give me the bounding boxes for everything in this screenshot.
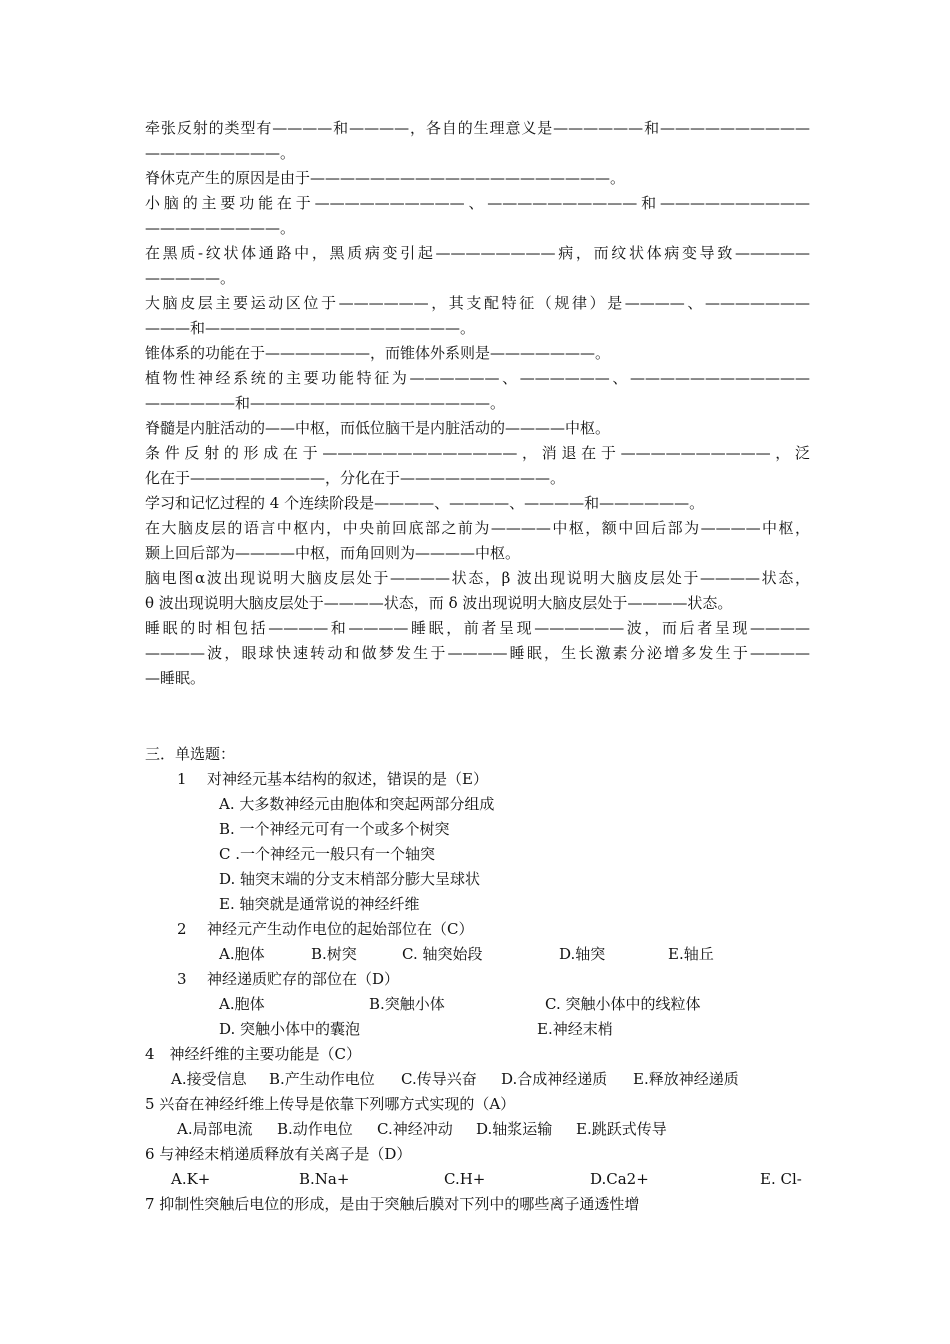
blank-line-6: 在黑质-纹状体通路中，黑质病变引起————————病，而纹状体病变导致————— — [145, 244, 810, 262]
q3-option-a: A.胞体 — [219, 995, 265, 1013]
blank-line-3: 脊休克产生的原因是由于————————————————————。 — [145, 169, 626, 187]
blank-line-12: ——————和————————————————。 — [145, 394, 506, 412]
blank-line-16: 学习和记忆过程的 4 个连续阶段是————、————、————和——————。 — [145, 494, 705, 512]
blank-line-15: 化在于—————————，分化在于——————————。 — [145, 469, 566, 487]
q5-option-c: C.神经冲动 — [377, 1120, 453, 1138]
q1-option-a: A. 大多数神经元由胞体和突起两部分组成 — [219, 795, 495, 813]
blank-line-7: —————。 — [145, 269, 236, 287]
question-number: 2 — [177, 920, 187, 938]
q5-option-e: E.跳跃式传导 — [576, 1120, 667, 1138]
blank-line-19: 脑电图α波出现说明大脑皮层处于————状态，β 波出现说明大脑皮层处于————状态， — [145, 569, 810, 587]
question-text: 对神经元基本结构的叙述，错误的是（E） — [207, 770, 488, 788]
blank-line-21: 睡眠的时相包括————和————睡眠，前者呈现——————波，而后者呈现———— — [145, 619, 810, 637]
q2-option-b: B.树突 — [311, 945, 357, 963]
question-text: 神经元产生动作电位的起始部位在（C） — [207, 920, 474, 938]
question-1 — [177, 767, 488, 792]
q3-option-b: B.突触小体 — [369, 995, 445, 1013]
q5-option-d: D.轴浆运输 — [476, 1120, 553, 1138]
blank-line-1: 牵张反射的类型有————和————，各自的生理意义是——————和—————————— — [145, 119, 810, 137]
question-5: 5 兴奋在神经纤维上传导是依靠下列哪方式实现的（A） — [145, 1095, 516, 1113]
blank-line-23: —睡眠。 — [145, 669, 206, 687]
q6-option-d: D.Ca2+ — [590, 1170, 649, 1188]
question-2 — [177, 917, 473, 942]
blank-line-17: 在大脑皮层的语言中枢内，中央前回底部之前为————中枢，额中回后部为————中枢， — [145, 519, 810, 537]
question-number: 3 — [177, 970, 187, 988]
q6-option-b: B.Na+ — [299, 1170, 350, 1188]
blank-line-13: 脊髓是内脏活动的——中枢，而低位脑干是内脏活动的————中枢。 — [145, 419, 611, 437]
question-3 — [177, 967, 399, 992]
blank-line-22: ————波，眼球快速转动和做梦发生于————睡眠，生长激素分泌增多发生于———— — [145, 644, 810, 662]
question-text: 神经递质贮存的部位在（D） — [207, 970, 400, 988]
q2-option-e: E.轴丘 — [668, 945, 714, 963]
blank-line-20: θ 波出现说明大脑皮层处于————状态，而 δ 波出现说明大脑皮层处于————状态。 — [145, 594, 733, 612]
q2-option-a: A.胞体 — [219, 945, 265, 963]
q2-option-c: C. 轴突始段 — [402, 945, 483, 963]
q6-option-a: A.K+ — [171, 1170, 211, 1188]
q1-option-b: B. 一个神经元可有一个或多个树突 — [219, 820, 450, 838]
q4-option-a: A.接受信息 — [171, 1070, 247, 1088]
q4-option-d: D.合成神经递质 — [501, 1070, 608, 1088]
q4-option-e: E.释放神经递质 — [633, 1070, 739, 1088]
q6-option-c: C.H+ — [444, 1170, 486, 1188]
q6-option-e: E. Cl- — [760, 1170, 802, 1188]
q3-option-e: E.神经末梢 — [537, 1020, 613, 1038]
blank-line-18: 颞上回后部为————中枢，而角回则为————中枢。 — [145, 544, 521, 562]
blank-line-4: 小脑的主要功能在于——————————、——————————和—————————— — [145, 194, 810, 212]
q4-option-c: C.传导兴奋 — [401, 1070, 477, 1088]
question-number: 1 — [177, 770, 187, 788]
q1-option-d: D. 轴突末端的分支末梢部分膨大呈球状 — [219, 870, 481, 888]
q5-option-a: A.局部电流 — [177, 1120, 253, 1138]
blank-line-2: —————————。 — [145, 144, 296, 162]
blank-line-14: 条件反射的形成在于—————————————，消退在于——————————，泛 — [145, 444, 810, 462]
blank-line-9: ———和—————————————————。 — [145, 319, 476, 337]
question-6: 6 与神经末梢递质释放有关离子是（D） — [145, 1145, 412, 1163]
q3-option-d: D. 突触小体中的囊泡 — [219, 1020, 361, 1038]
q3-option-c: C. 突触小体中的线粒体 — [545, 995, 701, 1013]
q5-option-b: B.动作电位 — [277, 1120, 353, 1138]
q1-option-e: E. 轴突就是通常说的神经纤维 — [219, 895, 420, 913]
q4-option-b: B.产生动作电位 — [269, 1070, 375, 1088]
blank-line-5: —————————。 — [145, 219, 296, 237]
blank-line-10: 锥体系的功能在于———————，而锥体外系则是———————。 — [145, 344, 611, 362]
blank-line-11: 植物性神经系统的主要功能特征为——————、——————、———————————— — [145, 369, 810, 387]
question-7: 7 抑制性突触后电位的形成，是由于突触后膜对下列中的哪些离子通透性增 — [145, 1195, 640, 1213]
q1-option-c: C .一个神经元一般只有一个轴突 — [219, 845, 436, 863]
section-title: 三．单选题： — [145, 745, 236, 763]
blank-line-8: 大脑皮层主要运动区位于——————，其支配特征（规律）是————、——————— — [145, 294, 810, 312]
q2-option-d: D.轴突 — [559, 945, 606, 963]
question-4: 4 神经纤维的主要功能是（C） — [145, 1045, 362, 1063]
